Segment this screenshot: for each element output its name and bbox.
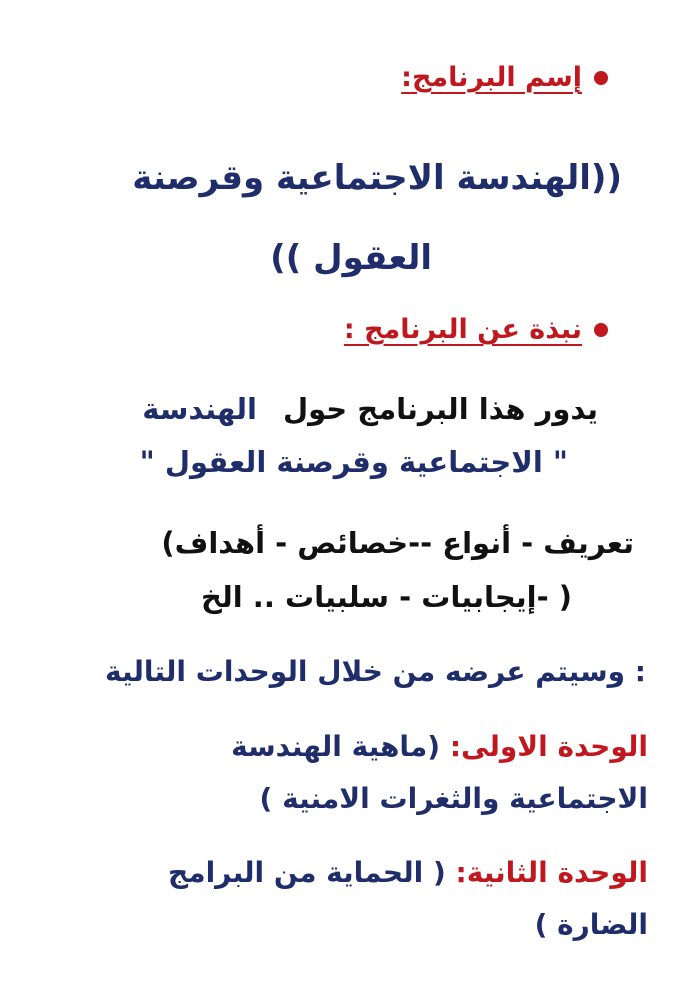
unit-1-line-2: الاجتماعية والثغرات الامنية ) [259, 782, 648, 815]
program-name-heading: إسم البرنامج: [401, 62, 582, 93]
bullet-icon [594, 71, 608, 85]
bullet-icon [594, 323, 608, 337]
overview-heading-row [344, 314, 608, 345]
description-text-black: يدور هذا البرنامج حول [282, 392, 598, 426]
topics-line-1: تعريف - أنواع --خصائص - أهداف) [161, 526, 634, 560]
program-title-line-1: ((الهندسة الاجتماعية وقرصنة [132, 158, 622, 198]
description-line-1 [142, 392, 598, 426]
unit-1-label: الوحدة الاولى: [449, 730, 648, 763]
overview-heading: نبذة عن البرنامج : [343, 314, 582, 345]
topics-line-2: ( -إيجابيات - سلبيات .. الخ [200, 580, 572, 614]
program-title-line-2: العقول )) [270, 238, 432, 278]
unit-2-line-1 [168, 856, 648, 889]
description-text-navy: الهندسة [142, 392, 257, 426]
unit-1-text-1: (ماهية الهندسة [231, 730, 441, 763]
program-name-heading-row [401, 62, 608, 93]
units-intro: : وسيتم عرضه من خلال الوحدات التالية [104, 655, 646, 688]
unit-2-line-2: الضارة ) [534, 908, 648, 941]
description-line-2: " الاجتماعية وقرصنة العقول " [139, 445, 568, 479]
unit-2-label: الوحدة الثانية: [455, 856, 648, 889]
unit-2-text-1: ( الحماية من البرامج [168, 856, 446, 889]
unit-1-line-1 [231, 730, 648, 763]
